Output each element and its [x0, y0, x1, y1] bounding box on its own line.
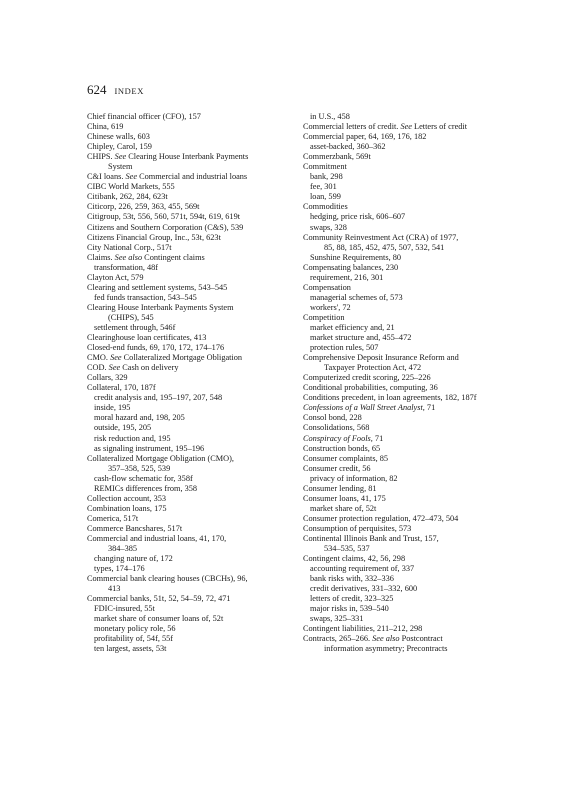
index-entry-text: Clearing House Interbank Payments System [87, 302, 234, 312]
index-entry-italic-text: See also [372, 634, 400, 644]
index-entry-text: Consumer protection regulation, 472–473, 504 [303, 513, 459, 523]
index-entry [303, 504, 539, 514]
index-entry-text: Commerzbank, 569t [303, 152, 371, 162]
index-entry-text: credit analysis and, 195–197, 207, 548 [94, 393, 223, 403]
index-entry-text: Consumption of perquisites, 573 [303, 523, 412, 533]
index-entry [87, 373, 323, 383]
index-entry-text: Consol bond, 228 [303, 413, 362, 423]
index-entry-text: Consolidations, 568 [303, 423, 370, 433]
index-entry-italic-text: See [114, 152, 127, 162]
page-number: 624 [87, 82, 107, 97]
index-entry [303, 162, 539, 172]
index-entry-text: Comprehensive Deposit Insurance Reform and [303, 353, 459, 363]
index-entry [303, 464, 539, 474]
index-entry [87, 202, 323, 212]
index-entry [87, 233, 323, 243]
index-entry [87, 604, 323, 614]
index-entry [303, 624, 539, 634]
index-entry [303, 233, 539, 243]
index-entry [303, 132, 539, 142]
index-entry [303, 273, 539, 283]
running-title: INDEX [114, 86, 144, 96]
index-entry-text: Collars, 329 [87, 373, 128, 383]
index-entry-text: Claims. [87, 252, 115, 262]
index-entry-text: Clearinghouse loan certificates, 413 [87, 333, 207, 343]
index-entry [87, 624, 323, 634]
index-entry [303, 283, 539, 293]
index-entry-italic-text: See [108, 363, 121, 373]
index-entry-text: Commercial bank clearing houses (CBCHs), 96, [87, 574, 248, 584]
index-entry [87, 444, 323, 454]
index-entry-text: Citicorp, 226, 259, 363, 455, 569t [87, 202, 200, 212]
index-entry-text: Clearing House Interbank Payments [126, 152, 249, 162]
index-entry-text: protection rules, 507 [310, 343, 379, 353]
index-entry-text: ten largest, assets, 53t [94, 644, 167, 654]
index-entry-text: risk reduction and, 195 [94, 433, 171, 443]
index-entry-text: Competition [303, 312, 345, 322]
index-entry-italic-text: See [400, 122, 412, 132]
index-entry-text: Chipley, Carol, 159 [87, 142, 152, 152]
index-entry-text: inside, 195 [94, 403, 131, 413]
index-entry [87, 383, 323, 393]
index-entry-text: Sunshine Requirements, 80 [310, 252, 402, 262]
index-entry [87, 243, 323, 253]
index-entry-text: Consumer lending, 81 [303, 483, 377, 493]
index-entry [87, 464, 323, 474]
index-entry-text: requirement, 216, 301 [310, 272, 384, 282]
index-entry-text: Consumer credit, 56 [303, 463, 371, 473]
index-entry [303, 253, 539, 263]
index-entry-text: Construction bonds, 65 [303, 443, 381, 453]
index-entry-text: Conditional probabilities, computing, 36 [303, 383, 438, 393]
index-entry [303, 343, 539, 353]
index-entry-text: outside, 195, 205 [94, 423, 152, 433]
index-entry [87, 323, 323, 333]
index-entry [303, 172, 539, 182]
index-entry-text: as signaling instrument, 195–196 [94, 443, 205, 453]
index-entry-text: market share of, 52t [310, 503, 377, 513]
index-entry-text: credit derivatives, 331–332, 600 [310, 584, 418, 594]
index-entry [87, 644, 323, 654]
index-entry-text: Comerica, 517t [87, 513, 139, 523]
index-entry-text: Citizens and Southern Corporation (C&S), 539 [87, 222, 244, 232]
index-entry [87, 413, 323, 423]
index-entry [303, 614, 539, 624]
index-entry-text: Collateral, 170, 187f [87, 383, 156, 393]
index-entry-text: Commercial banks, 51t, 52, 54–59, 72, 471 [87, 594, 231, 604]
index-entry [303, 574, 539, 584]
index-entry [87, 524, 323, 534]
index-entry [87, 343, 323, 353]
index-entry [303, 484, 539, 494]
index-entry-text: Collection account, 353 [87, 493, 167, 503]
index-entry-text: Citigroup, 53t, 556, 560, 571t, 594t, 619, 619t [87, 212, 241, 222]
index-entry [303, 514, 539, 524]
index-entry [87, 172, 323, 182]
index-entry-text: 534–535, 537 [324, 544, 370, 554]
index-entry [87, 223, 323, 233]
index-entry-text: managerial schemes of, 573 [310, 292, 403, 302]
index-entry [303, 373, 539, 383]
index-entry [87, 293, 323, 303]
index-entry [303, 223, 539, 233]
index-entry-text: letters of credit, 323–325 [310, 594, 394, 604]
index-entry [87, 484, 323, 494]
index-entry [303, 403, 539, 413]
index-entry-text: Chief financial officer (CFO), 157 [87, 112, 201, 121]
index-entry-text: REMICs differences from, 358 [94, 483, 198, 493]
index-entry [87, 634, 323, 644]
index-entry-text: Commercial and industrial loans [137, 172, 248, 182]
index-entry-text: Cash on delivery [120, 363, 179, 373]
index-entry [303, 212, 539, 222]
index-entry [87, 584, 323, 594]
index-entry-text: settlement through, 546f [94, 322, 176, 332]
index-entry [87, 504, 323, 514]
index-entry [87, 122, 323, 132]
index-entry-text: transformation, 48f [94, 262, 159, 272]
index-entry-text: Chinese walls, 603 [87, 132, 150, 142]
index-entry-text: accounting requirement of, 337 [310, 564, 415, 574]
index-entry-text: 85, 88, 185, 452, 475, 507, 532, 541 [324, 242, 445, 252]
index-entry-text: fed funds transaction, 543–545 [94, 292, 197, 302]
index-entry-text: privacy of information, 82 [310, 473, 398, 483]
index-entry-text: market efficiency and, 21 [310, 322, 395, 332]
index-entry [303, 534, 539, 544]
index-entry-text: Clearing and settlement systems, 543–545 [87, 282, 228, 292]
index-entry-text: FDIC-insured, 55t [94, 604, 155, 614]
index-entry-text: fee, 301 [310, 182, 337, 192]
index-entry-text: hedging, price risk, 606–607 [310, 212, 406, 222]
index-entry [303, 444, 539, 454]
index-entry [87, 192, 323, 202]
index-entry-text: Commercial and industrial loans, 41, 170, [87, 533, 227, 543]
index-entry [87, 574, 323, 584]
index-entry [303, 333, 539, 343]
index-entry-text: Conditions precedent, in loan agreements, 182, 187f [303, 393, 477, 403]
index-entry-text: Community Reinvestment Act (CRA) of 1977, [303, 232, 459, 242]
index-entry [303, 413, 539, 423]
index-entry-text: Citizens Financial Group, Inc., 53t, 623t [87, 232, 221, 242]
index-entry [87, 403, 323, 413]
index-entry-text: types, 174–176 [94, 564, 145, 574]
index-entry-text: Commercial paper, 64, 169, 176, 182 [303, 132, 427, 142]
index-entry-text: market share of consumer loans of, 52t [94, 614, 224, 624]
index-entry [87, 152, 323, 162]
index-entry-text: Clayton Act, 579 [87, 272, 144, 282]
index-entry-italic-text: Confessions of a Wall Street Analyst [303, 403, 423, 413]
index-entry-text: Compensating balances, 230 [303, 262, 399, 272]
index-entry-text: Commerce Bancshares, 517t [87, 523, 183, 533]
index-entry [303, 454, 539, 464]
index-entry-italic-text: See also [114, 252, 143, 262]
index-entry-text: Contingent claims [142, 252, 205, 262]
index-entry [303, 353, 539, 363]
index-entry-text: System [108, 162, 133, 172]
index-entry-text: Commercial letters of credit. [303, 122, 401, 132]
index-entry [303, 434, 539, 444]
index-entry-text: Collateralized Mortgage Obligation (CMO), [87, 453, 235, 463]
index-entry [87, 423, 323, 433]
index-entry [87, 544, 323, 554]
index-entry [303, 192, 539, 202]
index-entry [303, 383, 539, 393]
index-entry-text: Citibank, 262, 284, 623t [87, 192, 168, 202]
index-entry [303, 152, 539, 162]
index-entry [87, 333, 323, 343]
index-entry-text: , 71 [422, 403, 436, 413]
index-entry-text: workers', 72 [310, 302, 351, 312]
index-entry-text: Consumer loans, 41, 175 [303, 493, 386, 503]
index-entry [87, 142, 323, 152]
index-entry-text: CIBC World Markets, 555 [87, 182, 175, 192]
index-entry-italic-text: See [125, 172, 138, 182]
index-entry [87, 393, 323, 403]
index-entry-text: in U.S., 458 [310, 112, 350, 121]
index-entry [303, 594, 539, 604]
index-entry [303, 313, 539, 323]
index-entry-text: Combination loans, 175 [87, 503, 167, 513]
index-entry-text: loan, 599 [310, 192, 341, 202]
index-entry [303, 303, 539, 313]
index-entry-text: Collateralized Mortgage Obligation [121, 353, 243, 363]
index-entry-text: swaps, 328 [310, 222, 347, 232]
index-entry-text: bank risks with, 332–336 [310, 574, 394, 584]
index-entry [303, 393, 539, 403]
index-entry [303, 202, 539, 212]
index-entry-text: Continental Illinois Bank and Trust, 157, [303, 533, 439, 543]
index-entry [87, 353, 323, 363]
index-entry [87, 132, 323, 142]
index-entry [303, 554, 539, 564]
index-entry-text: CHIPS. [87, 152, 115, 162]
index-entry-text: monetary policy role, 56 [94, 624, 176, 634]
index-entry [303, 423, 539, 433]
index-entry [303, 363, 539, 373]
index-entry [87, 474, 323, 484]
index-entry-text: Consumer complaints, 85 [303, 453, 389, 463]
index-entry-text: China, 619 [87, 122, 124, 132]
index-entry-text: Contingent claims, 42, 56, 298 [303, 554, 406, 564]
index-entry [87, 614, 323, 624]
index-entry [87, 554, 323, 564]
index-entry [87, 212, 323, 222]
index-entry-text: (CHIPS), 545 [108, 312, 154, 322]
index-column-right [303, 112, 539, 655]
index-entry [303, 604, 539, 614]
index-entry [303, 323, 539, 333]
index-entry-text: major risks in, 539–540 [310, 604, 389, 614]
index-entry [303, 544, 539, 554]
index-entry-text: swaps, 325–331 [310, 614, 364, 624]
index-entry [303, 142, 539, 152]
index-entry-text: , 71 [370, 433, 384, 443]
index-entry [87, 594, 323, 604]
index-entry [303, 494, 539, 504]
index-entry [303, 182, 539, 192]
index-entry-text: Commitment [303, 162, 347, 172]
index-entry [303, 564, 539, 574]
index-entry-text: Postcontract [399, 634, 443, 644]
index-entry [303, 293, 539, 303]
index-entry [303, 524, 539, 534]
index-entry-text: 384–385 [108, 544, 138, 554]
index-entry [87, 434, 323, 444]
index-entry-text: CMO. [87, 353, 111, 363]
index-entry [87, 253, 323, 263]
index-entry-text: Letters of credit [411, 122, 468, 132]
index-entry [303, 122, 539, 132]
index-entry-text: 413 [108, 584, 121, 594]
index-entry-text: Contingent liabilities, 211–212, 298 [303, 624, 423, 634]
index-entry [87, 303, 323, 313]
index-entry [303, 584, 539, 594]
index-entry-text: moral hazard and, 198, 205 [94, 413, 185, 423]
index-entry [87, 263, 323, 273]
index-entry-italic-text: Conspiracy of Fools [303, 433, 371, 443]
index-entry-text: Contracts, 265–266. [303, 634, 373, 644]
index-entry-text: Compensation [303, 282, 351, 292]
index-entry [303, 243, 539, 253]
index-entry [87, 283, 323, 293]
index-entry-text: COD. [87, 363, 109, 373]
index-entry-text: Computerized credit scoring, 225–226 [303, 373, 431, 383]
index-entry [87, 494, 323, 504]
index-column-left [87, 112, 323, 655]
index-entry [87, 182, 323, 192]
page-header [87, 82, 144, 98]
index-entry-text: C&I loans. [87, 172, 126, 182]
index-entry-text: information asymmetry; Precontracts [324, 644, 448, 654]
index-entry [303, 644, 539, 654]
index-entry-text: changing nature of, 172 [94, 554, 173, 564]
index-entry-text: market structure and, 455–472 [310, 333, 412, 343]
index-entry-text: asset-backed, 360–362 [310, 142, 386, 152]
index-entry [87, 514, 323, 524]
index-entry-text: Commodities [303, 202, 348, 212]
index-entry-italic-text: See [110, 353, 122, 363]
index-entry [303, 634, 539, 644]
index-entry-text: City National Corp., 517t [87, 242, 172, 252]
index-entry [303, 263, 539, 273]
index-entry-text: Taxpayer Protection Act, 472 [324, 363, 422, 373]
index-entry [87, 313, 323, 323]
index-entry [87, 564, 323, 574]
index-entry-text: cash-flow schematic for, 358f [94, 473, 193, 483]
index-entry [303, 474, 539, 484]
index-entry [87, 273, 323, 283]
index-entry [87, 454, 323, 464]
index-entry-text: bank, 298 [310, 172, 343, 182]
index-entry-text: Closed-end funds, 69, 170, 172, 174–176 [87, 343, 225, 353]
index-entry [87, 363, 323, 373]
index-entry [87, 162, 323, 172]
index-entry-text: 357–358, 525, 539 [108, 463, 171, 473]
index-entry [87, 112, 323, 122]
index-entry-text: profitability of, 54f, 55f [94, 634, 174, 644]
index-entry [87, 534, 323, 544]
index-entry [303, 112, 539, 122]
